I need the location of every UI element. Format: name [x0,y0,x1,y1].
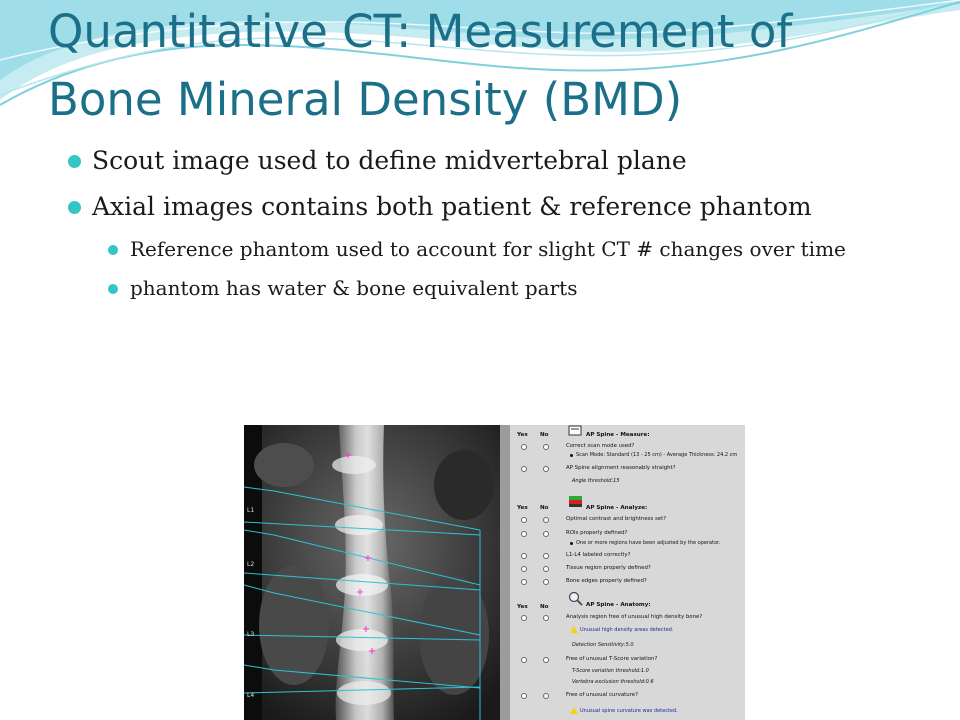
radio-yes[interactable] [521,553,527,559]
radio-no[interactable] [543,553,549,559]
column-yes: Yes [517,432,528,438]
radio-no[interactable] [543,566,549,572]
warning-icon [570,626,578,633]
radio-yes[interactable] [521,517,527,523]
bullet-item [68,143,928,178]
section-header-anatomy: AP Spine - Anatomy: [586,602,651,608]
vertebra-label: L3 [247,631,255,638]
section-header-analyze: AP Spine - Analyze: [586,505,648,511]
radio-no[interactable] [543,615,549,621]
vertebra-label: L1 [247,507,255,514]
column-no: No [540,505,549,511]
spine-scan-image [244,425,500,720]
check-question: Tissue region properly defined? [566,565,651,571]
column-yes: Yes [517,604,528,610]
radio-no[interactable] [543,579,549,585]
radio-yes[interactable] [521,566,527,572]
slide-title [48,0,948,134]
panel-divider [500,425,510,720]
check-note: T-Score variation threshold:1.0 [572,668,649,674]
magnifier-icon [568,591,584,607]
sub-bullet-item [108,273,928,303]
bullet-list [68,143,928,314]
check-note: One or more regions have been adjusted by the operator. [576,540,721,546]
radio-no[interactable] [543,531,549,537]
sub-bullet-text: phantom has water & bone equivalent parts [130,276,578,300]
radio-no[interactable] [543,466,549,472]
alert-text: Unusual high density areas detected. [580,627,674,633]
quality-checklist-panel [500,425,745,720]
bullet-dot-icon [570,542,573,545]
bullet-item [68,189,928,303]
radio-no[interactable] [543,657,549,663]
check-question: L1-L4 labeled correctly? [566,552,631,558]
check-question: ROIs properly defined? [566,530,628,536]
bullet-text: Scout image used to define midvertebral plane [92,146,687,175]
radio-no[interactable] [543,693,549,699]
warning-icon [570,707,578,714]
vertebra-label: L2 [247,561,255,568]
check-question: Optimal contrast and brightness set? [566,516,667,522]
analyze-icon [568,495,584,509]
check-question: Correct scan mode used? [566,443,635,449]
slide-title-line-1: Quantitative CT: Measurement of [48,5,793,58]
bullet-text: Axial images contains both patient & reference phantom [92,192,812,221]
radio-yes[interactable] [521,466,527,472]
check-question: Bone edges properly defined? [566,578,647,584]
check-question: Analysis region free of unusual high density bone? [566,614,703,620]
sub-bullet-item [108,234,928,264]
slide-title-line-2: Bone Mineral Density (BMD) [48,73,683,126]
check-note: Detection Sensitivity:5.0 [572,642,634,648]
radio-yes[interactable] [521,693,527,699]
bmd-analysis-figure [244,425,745,720]
radio-yes[interactable] [521,444,527,450]
sub-bullet-list [108,234,928,303]
radio-yes[interactable] [521,531,527,537]
section-header-measure: AP Spine - Measure: [586,432,650,438]
radio-yes[interactable] [521,657,527,663]
sub-bullet-text: Reference phantom used to account for slight CT # changes over time [130,237,846,261]
column-no: No [540,432,549,438]
alert-text: Unusual spine curvature was detected. [580,708,678,714]
column-no: No [540,604,549,610]
measure-icon [568,425,584,437]
vertebra-label: L4 [247,692,255,699]
check-note: Angle threshold:15 [572,478,620,484]
check-note: Scan Mode: Standard (13 - 25 cm) - Average Thickness: 24.2 cm [576,452,738,458]
radio-no[interactable] [543,517,549,523]
check-question: AP Spine alignment reasonably straight? [566,465,676,471]
check-question: Free of unusual T-Score variation? [566,656,658,662]
radio-yes[interactable] [521,615,527,621]
radio-yes[interactable] [521,579,527,585]
check-question: Free of unusual curvature? [566,692,638,698]
column-yes: Yes [517,505,528,511]
radio-no[interactable] [543,444,549,450]
bullet-dot-icon [570,454,573,457]
check-note: Vertebra exclusion threshold:0.6 [572,679,654,685]
